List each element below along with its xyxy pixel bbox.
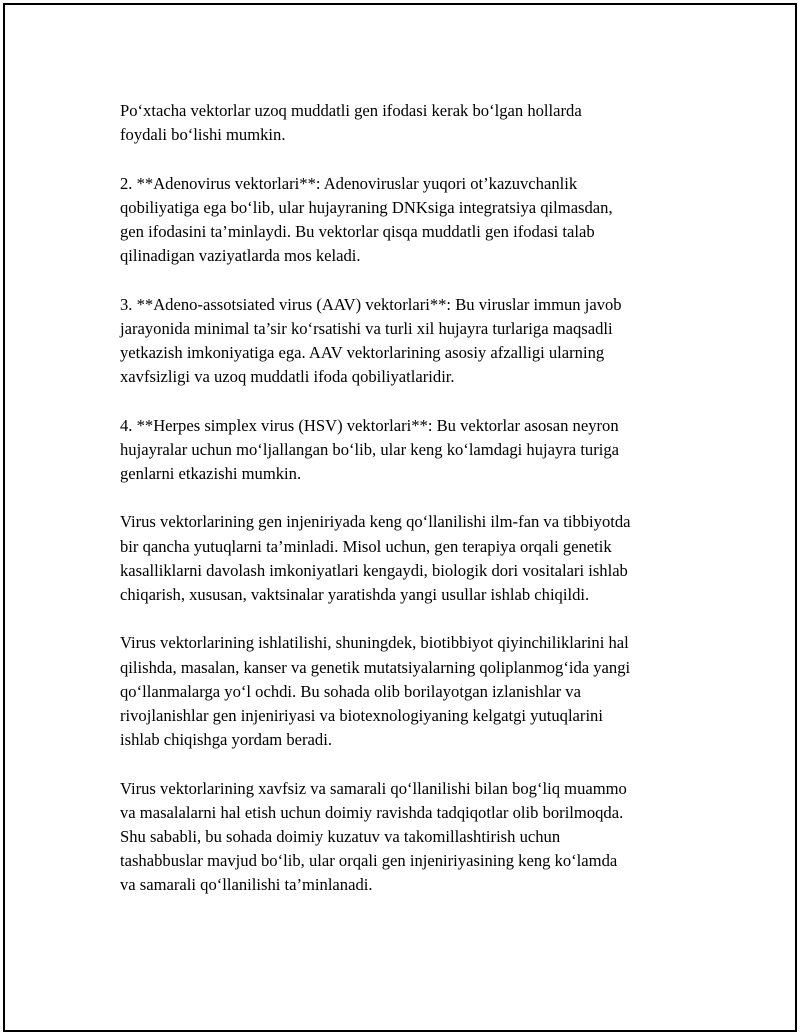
text-line: chiqarish, xususan, vaktsinalar yaratishda yangi usullar ishlab chiqildi. [120,585,590,604]
text-line: qilinadigan vaziyatlarda mos keladi. [120,246,361,266]
paragraph-safety [120,777,700,898]
document-body [120,99,700,922]
text-line: gen ifodasini ta’minlaydi. Bu vektorlar qisqa muddatli gen ifodasi talab [120,222,595,241]
text-line: genlarni etkazishi mumkin. [120,464,302,483]
text-line: xavfsizligi va uzoq muddatli ifoda qobiliyatlaridir. [120,367,455,387]
text-line: va samarali qo‘llanilishi ta’minlanadi. [120,875,373,895]
text-line: qilishda, masalan, kanser va genetik mutatsiyalarning qoliplanmog‘ida yangi [120,657,631,677]
text-line: Po‘xtacha vektorlar uzoq muddatli gen ifodasi kerak bo‘lgan hollarda [120,101,582,120]
paragraph-adenovirus [120,172,700,269]
text-line: foydali bo‘lishi mumkin. [120,125,286,145]
text-line: Virus vektorlarining gen injeniriyada keng qo‘llanilishi ilm-fan va tibbiyotda [120,512,631,532]
text-line: bir qancha yutuqlarni ta’minladi. Misol uchun, gen terapiya orqali genetik [120,536,612,556]
text-line: 3. **Adeno-assotsiated virus (AAV) vektorlari**: Bu viruslar immun javob [120,294,622,314]
text-line: qobiliyatiga ega bo‘lib, ular hujayraning DNKsiga integratsiya qilmasdan, [120,197,613,217]
text-line: Virus vektorlarining ishlatilishi, shuningdek, biotibbiyot qiyinchiliklarini hal [120,633,629,653]
text-line: Shu sababli, bu sohada doimiy kuzatuv va takomillashtirish uchun [120,827,561,846]
text-line: kasalliklarni davolash imkoniyatlari kengaydi, biologik dori vositalari ishlab [120,560,628,580]
text-line: hujayralar uchun mo‘ljallangan bo‘lib, ular keng ko‘lamdagi hujayra turiga [120,439,620,459]
text-line: va masalalarni hal etish uchun doimiy ravishda tadqiqotlar olib borilmoqda. [120,802,624,822]
text-line: ishlab chiqishga yordam beradi. [120,730,332,750]
text-line: Virus vektorlarining xavfsiz va samarali qo‘llanilishi bilan bog‘liq muammo [120,778,627,798]
text-line: qo‘llanmalarga yo‘l ochdi. Bu sohada olib borilayotgan izlanishlar va [120,681,581,701]
paragraph-applications [120,510,700,607]
text-line: jarayonida minimal ta’sir ko‘rsatishi va turli xil hujayra turlariga maqsadli [120,318,613,338]
text-line: 4. **Herpes simplex virus (HSV) vektorlari**: Bu vektorlar asosan neyron [120,415,619,435]
paragraph-intro [120,99,700,147]
paragraph-challenges [120,631,700,752]
document-page [3,3,797,1032]
text-line: 2. **Adenovirus vektorlari**: Adenoviruslar yuqori ot’kazuvchanlik [120,173,578,193]
paragraph-aav [120,293,700,390]
text-line: tashabbuslar mavjud bo‘lib, ular orqali gen injeniriyasining keng ko‘lamda [120,851,618,871]
text-line: yetkazish imkoniyatiga ega. AAV vektorlarining asosiy afzalligi ularning [120,343,605,362]
paragraph-hsv [120,414,700,487]
text-line: rivojlanishlar gen injeniriyasi va biotexnologiyaning kelgatgi yutuqlarini [120,706,603,725]
